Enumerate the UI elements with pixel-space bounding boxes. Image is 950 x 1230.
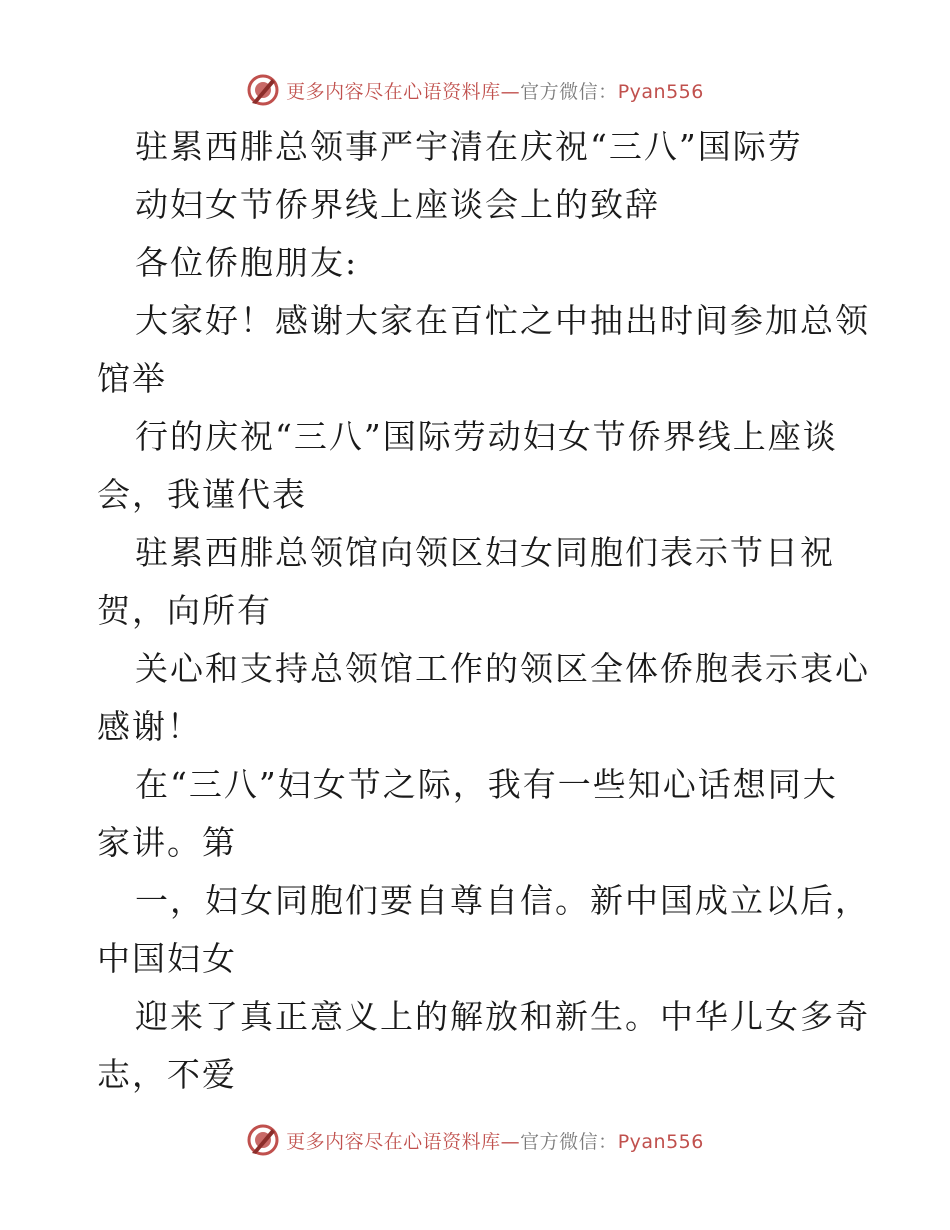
watermark-banner-top xyxy=(0,70,950,110)
text-line: 行的庆祝“三八”国际劳动妇女节侨界线上座谈 xyxy=(135,417,838,456)
watermark-text xyxy=(286,1127,704,1154)
watermark-main: 更多内容尽在心语资料库 xyxy=(286,1130,501,1153)
text-line: 驻累西腓总领事严宇清在庆祝“三八”国际劳 xyxy=(135,127,803,166)
watermark-main: 更多内容尽在心语资料库 xyxy=(286,80,501,103)
text-line: 驻累西腓总领馆向领区妇女同胞们表示节日祝 xyxy=(135,533,835,572)
quill-logo-icon xyxy=(246,73,280,107)
watermark-banner-bottom xyxy=(0,1120,950,1160)
text-line: 馆举 xyxy=(97,359,167,398)
document-body xyxy=(97,118,870,1104)
text-line: 感谢！ xyxy=(97,707,202,746)
watermark-wechat-label: 官方微信： xyxy=(520,1130,618,1153)
text-line: 志，不爱 xyxy=(97,1055,237,1094)
watermark-wechat-id: Pyan556 xyxy=(617,1130,704,1153)
text-line: 会，我谨代表 xyxy=(97,475,307,514)
text-line: 动妇女节侨界线上座谈会上的致辞 xyxy=(135,185,660,224)
text-line: 家讲。第 xyxy=(97,823,237,862)
text-line: 贺，向所有 xyxy=(97,591,272,630)
text-line: 一，妇女同胞们要自尊自信。新中国成立以后， xyxy=(135,881,870,920)
watermark-wechat-label: 官方微信： xyxy=(520,80,618,103)
quill-logo-icon xyxy=(246,1123,280,1157)
text-line: 关心和支持总领馆工作的领区全体侨胞表示衷心 xyxy=(135,649,870,688)
watermark-dash: — xyxy=(500,1130,521,1153)
watermark-dash: — xyxy=(500,80,521,103)
text-line: 迎来了真正意义上的解放和新生。中华儿女多奇 xyxy=(135,997,870,1036)
watermark-wechat-id: Pyan556 xyxy=(617,80,704,103)
text-line: 在“三八”妇女节之际，我有一些知心话想同大 xyxy=(135,765,838,804)
text-line: 各位侨胞朋友: xyxy=(135,243,359,282)
watermark-text xyxy=(286,77,704,104)
text-line: 中国妇女 xyxy=(97,939,237,978)
text-line: 大家好！感谢大家在百忙之中抽出时间参加总领 xyxy=(135,301,870,340)
